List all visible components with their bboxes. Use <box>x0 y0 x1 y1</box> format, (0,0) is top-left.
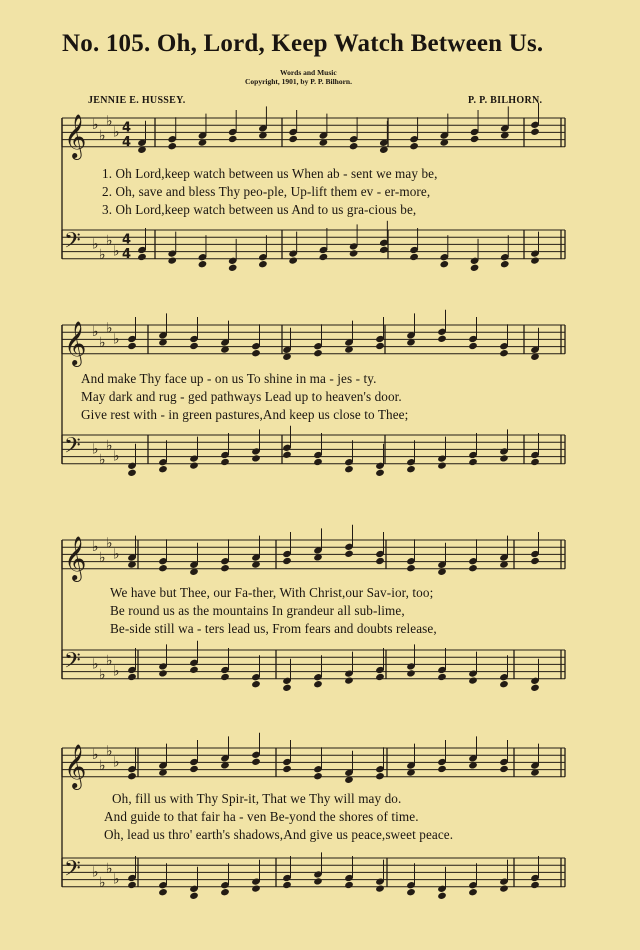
lyric-line: We have but Thee, our Fa-ther, With Christ,our Sav-ior, too; <box>110 585 434 600</box>
note-head <box>375 557 385 565</box>
lyric-line: 2. Oh, save and bless Thy peo-ple, Up-lift them ev - er-more, <box>102 184 431 199</box>
note-head <box>409 253 419 261</box>
flat-icon: ♭ <box>113 243 120 260</box>
note-head <box>127 342 137 350</box>
note-head <box>468 564 478 572</box>
bass-clef-icon: 𝄢 <box>64 433 81 464</box>
note-head <box>530 458 540 466</box>
note-head <box>530 557 540 565</box>
flat-icon: ♭ <box>113 663 120 680</box>
note-head <box>499 454 509 462</box>
note-head <box>499 349 509 357</box>
flat-icon: ♭ <box>92 324 99 341</box>
flat-icon: ♭ <box>106 652 113 669</box>
lyric-line: May dark and rug - ged pathways Lead up to heaven's door. <box>81 389 402 404</box>
flat-icon: ♭ <box>106 860 113 877</box>
note-head <box>530 256 540 264</box>
note-head <box>319 253 329 261</box>
note-head <box>127 673 137 681</box>
note-head <box>440 260 450 268</box>
lyric-line: Be round us as the mountains In grandeur all sub-lime, <box>110 603 405 618</box>
lyric-line: And make Thy face up - on us To shine in ma - jes - ty. <box>81 371 377 386</box>
lyric-line: And guide to that fair ha - ven Be-yond the shores of time. <box>104 809 419 824</box>
note-head <box>468 888 478 896</box>
flat-icon: ♭ <box>92 656 99 673</box>
note-head <box>251 454 261 462</box>
time-signature: 4 <box>122 232 132 248</box>
hymn-title: No. 105. Oh, Lord, Keep Watch Between Us. <box>62 30 544 57</box>
note-head <box>499 765 509 773</box>
note-head <box>349 249 359 257</box>
note-head <box>379 246 389 254</box>
note-head <box>437 461 447 469</box>
flat-icon: ♭ <box>99 875 106 892</box>
note-head <box>313 680 323 688</box>
note-head <box>158 888 168 896</box>
lyric-line: Oh, fill us with Thy Spir-it, That we Thy will may do. <box>112 791 402 806</box>
note-head <box>228 264 238 272</box>
flat-icon: ♭ <box>106 113 113 130</box>
flat-icon: ♭ <box>92 236 99 253</box>
note-head <box>189 892 199 900</box>
treble-clef-icon: 𝄞 <box>64 320 87 365</box>
flat-icon: ♭ <box>99 758 106 774</box>
copyright-line: Copyright, 1901, by P. P. Bilhorn. <box>245 77 352 86</box>
note-head <box>375 673 385 681</box>
note-head <box>282 684 292 692</box>
note-head <box>158 669 168 677</box>
note-head <box>282 557 292 565</box>
note-head <box>499 884 509 892</box>
flat-icon: ♭ <box>113 754 120 771</box>
note-head <box>437 673 447 681</box>
note-head <box>375 469 385 477</box>
note-head <box>220 564 230 572</box>
lyric-line: Oh, lead us thro' earth's shadows,And give us peace,sweet peace. <box>104 827 454 842</box>
treble-clef-icon: 𝄞 <box>64 113 87 158</box>
note-head <box>437 335 447 343</box>
note-head <box>167 142 177 150</box>
note-head <box>189 765 199 773</box>
note-head <box>288 135 298 143</box>
note-head <box>468 676 478 684</box>
time-signature: 4 <box>122 120 132 136</box>
flat-icon: ♭ <box>99 335 106 351</box>
note-head <box>375 884 385 892</box>
treble-clef-icon: 𝄞 <box>64 743 87 788</box>
note-head <box>288 256 298 264</box>
flat-icon: ♭ <box>99 452 106 469</box>
note-head <box>127 469 137 477</box>
note-head <box>344 465 354 473</box>
lyric-line: Be-side still wa - ters lead us, From fears and doubts release, <box>110 621 437 636</box>
note-head <box>189 461 199 469</box>
note-head <box>406 888 416 896</box>
time-signature: 4 <box>122 134 132 150</box>
note-head <box>468 342 478 350</box>
lyricist-name: JENNIE E. HUSSEY. <box>88 95 186 106</box>
treble-clef-icon: 𝄞 <box>64 535 87 580</box>
note-head <box>470 135 480 143</box>
bass-clef-icon: 𝄢 <box>64 648 81 679</box>
note-head <box>468 458 478 466</box>
bass-clef-icon: 𝄢 <box>64 228 81 259</box>
flat-icon: ♭ <box>99 667 106 684</box>
note-head <box>313 772 323 780</box>
note-head <box>137 253 147 261</box>
lyric-line: 3. Oh Lord,keep watch between us And to us gra-cious be, <box>102 202 417 217</box>
note-head <box>158 564 168 572</box>
lyric-line: 1. Oh Lord,keep watch between us When ab - sent we may be, <box>102 166 438 181</box>
note-head <box>251 349 261 357</box>
note-head <box>158 465 168 473</box>
note-head <box>228 135 238 143</box>
note-head <box>127 881 137 889</box>
note-head <box>198 260 208 268</box>
flat-icon: ♭ <box>92 539 99 556</box>
note-head <box>375 772 385 780</box>
note-head <box>406 564 416 572</box>
note-head <box>220 888 230 896</box>
composer-name: P. P. BILHORN. <box>468 95 543 106</box>
time-signature: 4 <box>122 246 132 262</box>
note-head <box>437 892 447 900</box>
note-head <box>344 676 354 684</box>
note-head <box>313 458 323 466</box>
note-head <box>258 260 268 268</box>
flat-icon: ♭ <box>113 546 120 563</box>
note-head <box>167 256 177 264</box>
note-head <box>313 349 323 357</box>
note-head <box>127 772 137 780</box>
note-head <box>344 881 354 889</box>
flat-icon: ♭ <box>99 247 106 264</box>
note-head <box>220 673 230 681</box>
note-head <box>251 758 261 766</box>
flat-icon: ♭ <box>106 437 113 454</box>
flat-icon: ♭ <box>106 232 113 249</box>
bass-clef-icon: 𝄢 <box>64 856 81 887</box>
note-head <box>189 666 199 674</box>
flat-icon: ♭ <box>113 448 120 465</box>
flat-icon: ♭ <box>113 331 120 348</box>
note-head <box>406 465 416 473</box>
lyric-line: Give rest with - in green pastures,And keep us close to Thee; <box>81 407 409 422</box>
note-head <box>313 877 323 885</box>
note-head <box>406 669 416 677</box>
flat-icon: ♭ <box>92 117 99 134</box>
flat-icon: ♭ <box>99 550 106 566</box>
note-head <box>189 342 199 350</box>
flat-icon: ♭ <box>113 124 120 141</box>
note-head <box>499 680 509 688</box>
note-head <box>220 458 230 466</box>
note-head <box>409 142 419 150</box>
note-head <box>251 680 261 688</box>
note-head <box>282 765 292 773</box>
note-head <box>251 884 261 892</box>
note-head <box>282 451 292 459</box>
note-head <box>344 550 354 558</box>
note-head <box>470 264 480 272</box>
note-head <box>282 881 292 889</box>
flat-icon: ♭ <box>113 871 120 888</box>
note-head <box>530 684 540 692</box>
flat-icon: ♭ <box>92 747 99 764</box>
flat-icon: ♭ <box>106 535 113 552</box>
flat-icon: ♭ <box>92 441 99 458</box>
note-head <box>349 142 359 150</box>
note-head <box>375 342 385 350</box>
note-head <box>500 260 510 268</box>
note-head <box>437 765 447 773</box>
flat-icon: ♭ <box>106 320 113 337</box>
words-music-credit: Words and Music <box>280 68 337 77</box>
flat-icon: ♭ <box>106 743 113 760</box>
note-head <box>530 881 540 889</box>
flat-icon: ♭ <box>99 128 106 144</box>
flat-icon: ♭ <box>92 864 99 881</box>
note-head <box>530 128 540 136</box>
